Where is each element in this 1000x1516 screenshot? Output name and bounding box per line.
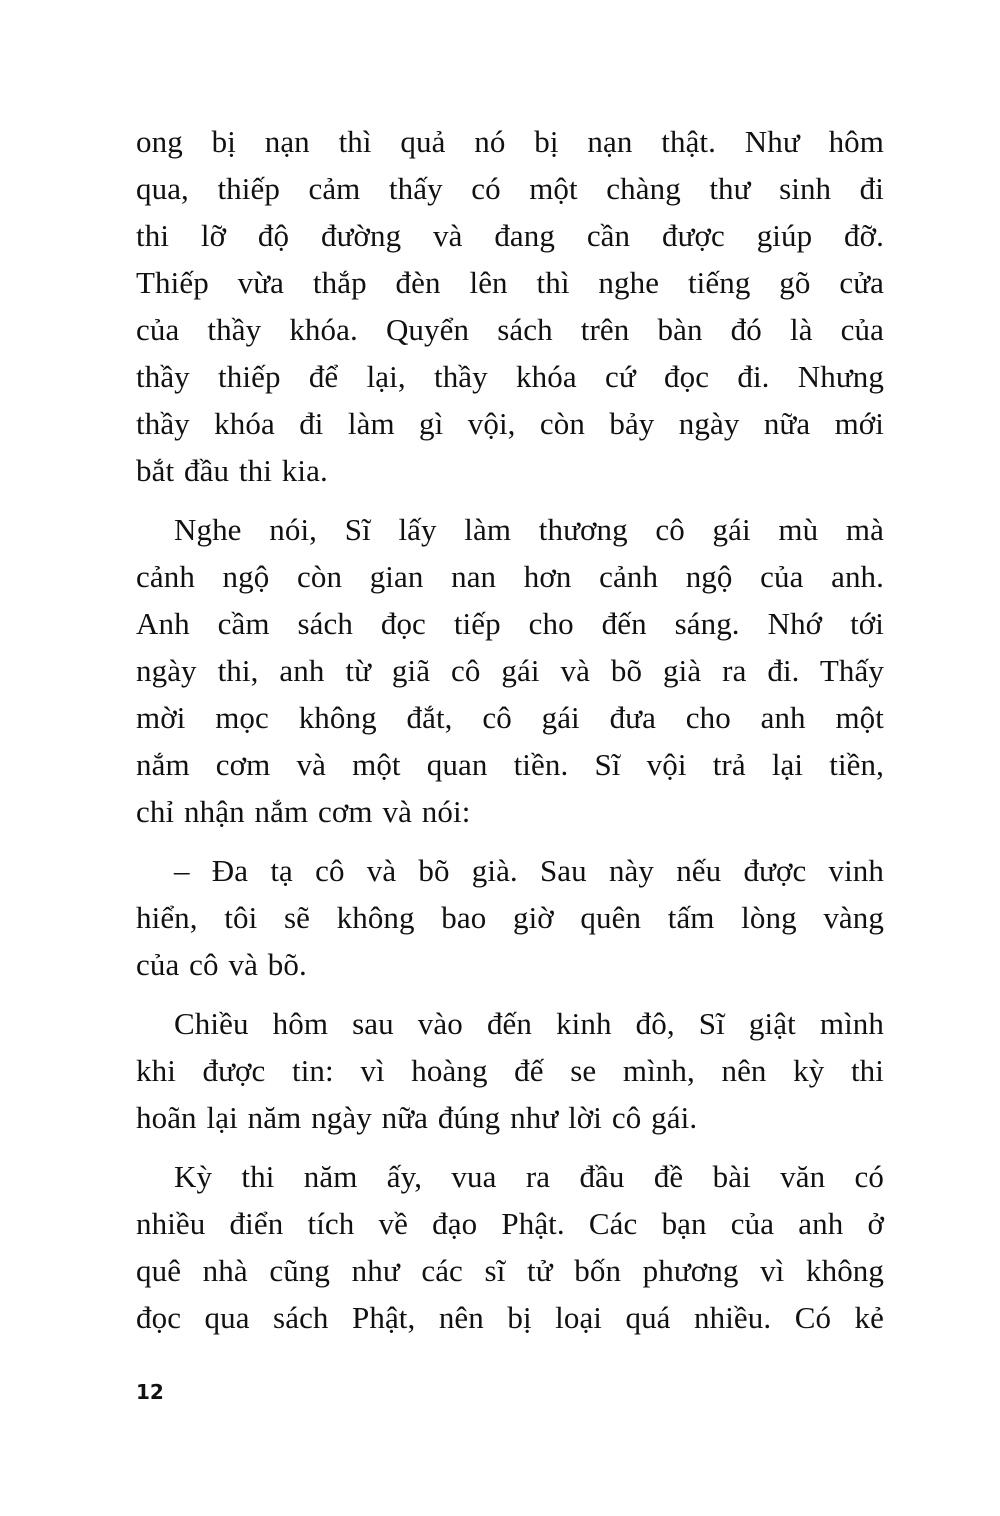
text-line: mời mọc không đắt, cô gái đưa cho anh một bbox=[136, 700, 884, 735]
page-number: 12 bbox=[136, 1380, 164, 1404]
text-line: cảnh ngộ còn gian nan hơn cảnh ngộ của anh. bbox=[136, 559, 884, 594]
text-line: thầy khóa đi làm gì vội, còn bảy ngày nữa mới bbox=[136, 406, 884, 441]
text-line: của thầy khóa. Quyển sách trên bàn đó là của bbox=[136, 312, 884, 347]
text-line: hoãn lại năm ngày nữa đúng như lời cô gái. bbox=[136, 1100, 698, 1135]
paragraph-2 bbox=[136, 506, 884, 835]
text-line: – Đa tạ cô và bõ già. Sau này nếu được vinh bbox=[174, 853, 884, 888]
paragraph-1 bbox=[136, 118, 884, 494]
paragraph-5 bbox=[136, 1153, 884, 1341]
text-line: thầy thiếp để lại, thầy khóa cứ đọc đi. Nhưng bbox=[136, 359, 884, 394]
text-line: bắt đầu thi kia. bbox=[136, 453, 328, 488]
text-line: đọc qua sách Phật, nên bị loại quá nhiều. Có kẻ bbox=[136, 1300, 884, 1335]
text-line: hiển, tôi sẽ không bao giờ quên tấm lòng vàng bbox=[136, 900, 884, 935]
text-line: Nghe nói, Sĩ lấy làm thương cô gái mù mà bbox=[174, 512, 884, 547]
text-line: Kỳ thi năm ấy, vua ra đầu đề bài văn có bbox=[174, 1159, 884, 1194]
text-line: quê nhà cũng như các sĩ tử bốn phương vì không bbox=[136, 1253, 884, 1288]
text-line: ngày thi, anh từ giã cô gái và bõ già ra đi. Thấy bbox=[136, 653, 884, 688]
paragraph-3-dialogue bbox=[136, 847, 884, 988]
paragraph-4 bbox=[136, 1000, 884, 1141]
text-line: nắm cơm và một quan tiền. Sĩ vội trả lại tiền, bbox=[136, 747, 884, 782]
text-line: chỉ nhận nắm cơm và nói: bbox=[136, 794, 471, 829]
book-page-body bbox=[136, 118, 884, 1353]
text-line: thi lỡ độ đường và đang cần được giúp đỡ. bbox=[136, 218, 884, 253]
text-line: nhiều điển tích về đạo Phật. Các bạn của anh ở bbox=[136, 1206, 884, 1241]
text-line: của cô và bõ. bbox=[136, 947, 307, 982]
text-line: qua, thiếp cảm thấy có một chàng thư sinh đi bbox=[136, 171, 884, 206]
text-line: khi được tin: vì hoàng đế se mình, nên kỳ thi bbox=[136, 1053, 884, 1088]
text-line: Thiếp vừa thắp đèn lên thì nghe tiếng gõ cửa bbox=[136, 265, 884, 300]
text-line: ong bị nạn thì quả nó bị nạn thật. Như hôm bbox=[136, 124, 884, 159]
text-line: Chiều hôm sau vào đến kinh đô, Sĩ giật mình bbox=[174, 1006, 884, 1041]
text-line: Anh cầm sách đọc tiếp cho đến sáng. Nhớ tới bbox=[136, 606, 884, 641]
